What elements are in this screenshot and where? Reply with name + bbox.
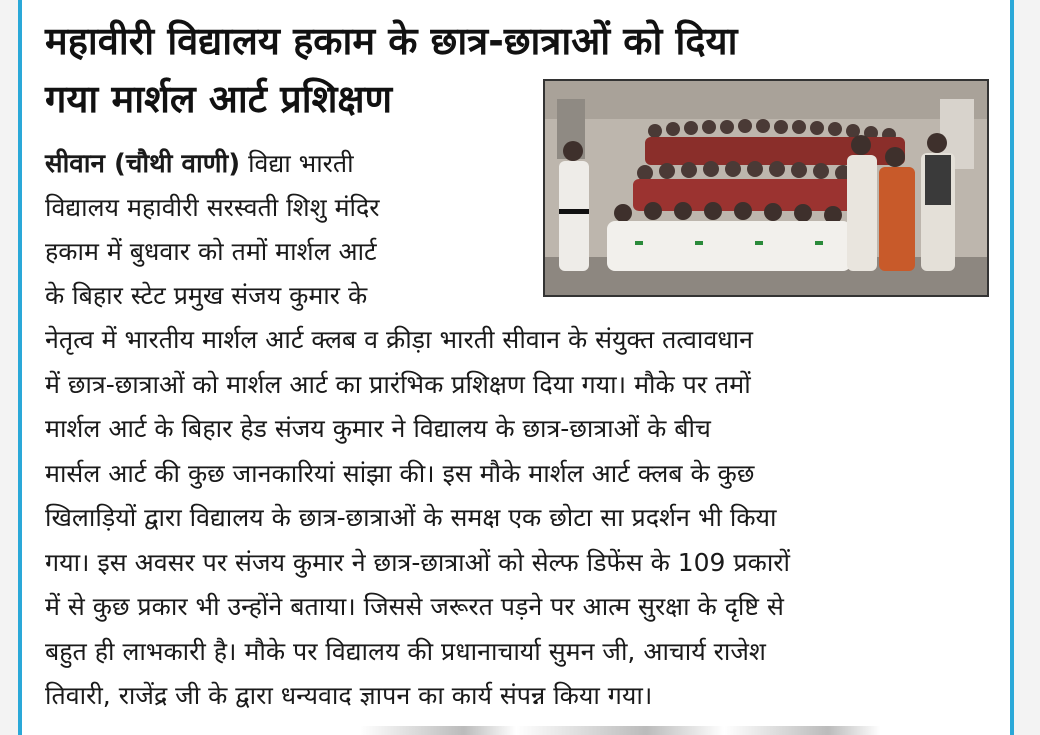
body-line: नेतृत्व में भारतीय मार्शल आर्ट क्लब व क्रीड़ा भारती सीवान के संयुक्त तत्वावधान xyxy=(45,325,754,354)
left-page-frame xyxy=(0,0,22,735)
body-line: में छात्र-छात्राओं को मार्शल आर्ट का प्रारंभिक प्रशिक्षण दिया गया। मौके पर तमों xyxy=(45,369,751,399)
article-photo xyxy=(543,79,989,297)
next-article-cutoff xyxy=(360,726,880,735)
lead-line-1-text: विद्या भारती xyxy=(240,149,354,178)
body-line: तिवारी, राजेंद्र जी के द्वारा धन्यवाद ज्ञापन का कार्य संपन्न किया गया। xyxy=(45,681,653,710)
lead-line-1 xyxy=(45,142,525,186)
headline-line-2: गया मार्शल आर्ट प्रशिक्षण xyxy=(45,77,393,121)
lead-line-3: हकाम में बुधवार को तमों मार्शल आर्ट xyxy=(45,237,377,266)
body-line: मार्सल आर्ट की कुछ जानकारियां सांझा की। इस मौके मार्शल आर्ट क्लब के कुछ xyxy=(45,458,755,488)
body-line: खिलाड़ियों द्वारा विद्यालय के छात्र-छात्राओं के समक्ष एक छोटा सा प्रदर्शन भी किया xyxy=(45,503,777,532)
article-lead-paragraph xyxy=(45,142,525,318)
lead-line-4: के बिहार स्टेट प्रमुख संजय कुमार के xyxy=(45,281,368,310)
dateline: सीवान (चौथी वाणी) xyxy=(45,149,241,179)
headline-line-1: महावीरी विद्यालय हकाम के छात्र-छात्राओं को दिया xyxy=(45,19,738,63)
body-line: में से कुछ प्रकार भी उन्होंने बताया। जिससे जरूरत पड़ने पर आत्म सुरक्षा के दृष्टि से xyxy=(45,592,784,621)
article-body xyxy=(45,318,995,719)
body-line: बहुत ही लाभकारी है। मौके पर विद्यालय की प्रधानाचार्या सुमन जी, आचार्य राजेश xyxy=(45,636,766,666)
body-line: मार्शल आर्ट के बिहार हेड संजय कुमार ने विद्यालय के छात्र-छात्राओं के बीच xyxy=(45,414,711,443)
group-photo-illustration xyxy=(545,81,987,295)
right-page-frame xyxy=(1010,0,1040,735)
body-line: गया। इस अवसर पर संजय कुमार ने छात्र-छात्राओं को सेल्फ डिफेंस के 109 प्रकारों xyxy=(45,547,790,577)
lead-line-2: विद्यालय महावीरी सरस्वती शिशु मंदिर xyxy=(45,193,380,222)
